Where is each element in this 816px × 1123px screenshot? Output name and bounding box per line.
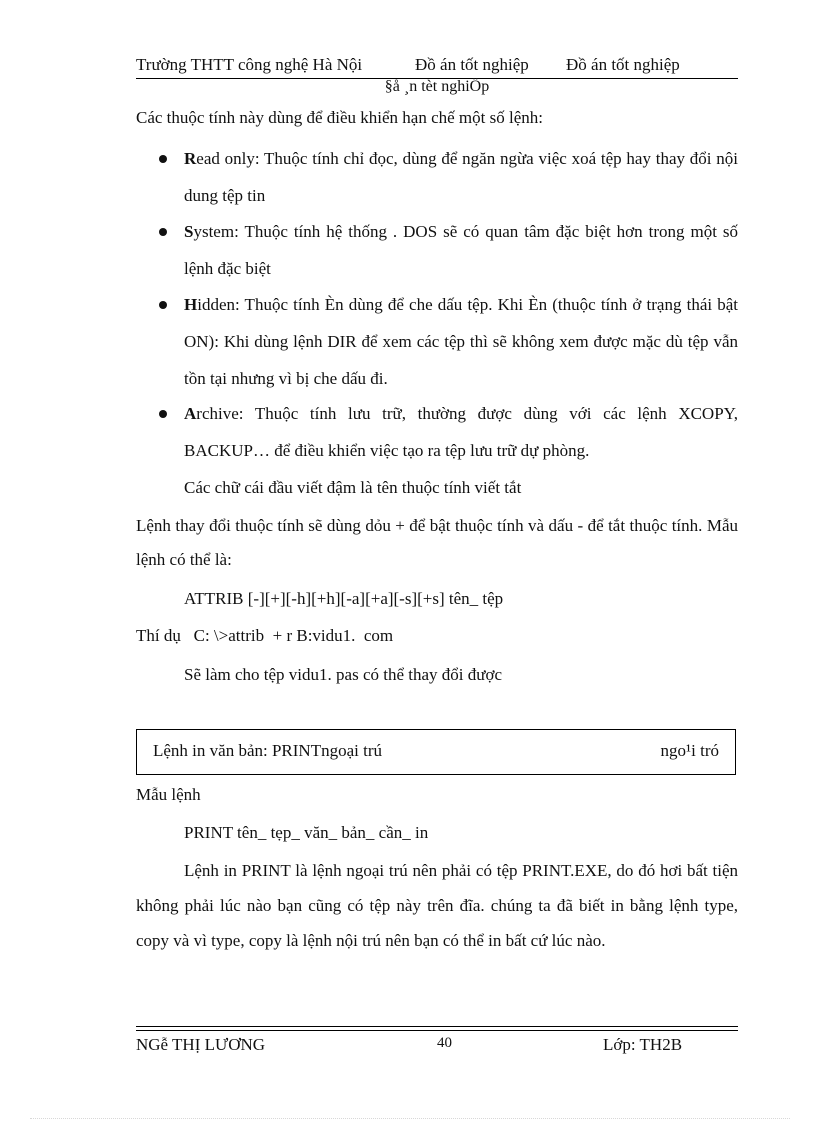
print-syntax: PRINT tên_ tẹp_ văn_ bản_ cần_ in: [184, 823, 429, 842]
attrib-syntax: ATTRIB [-][+][-h][+h][-a][+a][-s][+s] tên_ tệp: [184, 589, 504, 608]
footer-page-number: 40: [437, 1035, 452, 1051]
mau-lenh-label: Mẫu lệnh: [136, 785, 201, 804]
header-garbled-title: §å ¸n tèt nghiÖp: [384, 78, 490, 95]
bullet-initial: A: [184, 404, 197, 423]
bullet-system: [184, 213, 738, 287]
bullet-text: idden: Thuộc tính Èn dùng để che dấu tệp. Khi Èn (thuộc tính ở trạng thái bật ON): Khi dùng lệnh DIR để xem các tệp thì sẽ không xem được mặc dù tệp vẫn tồn tại nhưng vì bị che dấu đi.: [184, 295, 738, 388]
footer-rule-top: [136, 1026, 738, 1027]
bullet-read-only: [184, 140, 738, 214]
change-attribute-paragraph: Lệnh thay đổi thuộc tính sẽ dùng dỏu + để bật thuộc tính và dấu - để tắt thuộc tính. Mẫu lệnh có thể là:: [136, 516, 738, 569]
footer-class: Lớp: TH2B: [603, 1035, 683, 1054]
bullet-archive: [184, 395, 738, 469]
bullet-initial: S: [184, 222, 194, 241]
print-paragraph-text: Lệnh in PRINT là lệnh ngoại trú nên phải có tệp PRINT.EXE, do đó hơi bất tiện không phải lúc nào bạn cũng có tệp này trên đĩa. chúng ta đã biết in bằng lệnh type, copy và vì type, copy là lệnh nội trú nên bạn có thể in bất cứ lúc nào.: [136, 861, 738, 950]
print-heading-label: Lệnh in văn bản: PRINTngoại trú: [153, 741, 382, 760]
header-title-repeat: Đồ án tốt nghiệp: [566, 55, 680, 74]
bullet-hidden: [184, 286, 738, 397]
example-line: Thí dụ C: \>attrib + r B:vidu1. com: [136, 626, 394, 645]
bullet-text: ystem: Thuộc tính hệ thống . DOS sẽ có quan tâm đặc biệt hơn trong một số lệnh đặc biệt: [184, 222, 738, 278]
bold-initials-note: Các chữ cái đầu viết đậm là tên thuộc tính viết tắt: [184, 478, 522, 497]
page-edge-dotted-line: [30, 1118, 790, 1119]
print-heading-garbled: ngo¹i tró: [660, 741, 719, 760]
header-title: Đồ án tốt nghiệp: [415, 55, 529, 74]
bullet-icon: [159, 410, 167, 418]
example-result: Sẽ làm cho tệp vidu1. pas có thể thay đổi được: [184, 665, 502, 684]
bullet-icon: [159, 301, 167, 309]
bullet-text: ead only: Thuộc tính chỉ đọc, dùng để ngăn ngừa việc xoá tệp hay thay đổi nội dung tệp tin: [184, 149, 738, 205]
print-heading-box: [136, 729, 736, 775]
bullet-icon: [159, 228, 167, 236]
footer-author: NGễ THỊ LƯƠNG: [136, 1035, 266, 1054]
bullet-initial: H: [184, 295, 198, 314]
print-paragraph: [136, 853, 738, 958]
bullet-initial: R: [184, 149, 197, 168]
bullet-icon: [159, 155, 167, 163]
intro-paragraph: Các thuộc tính này dùng để điều khiển hạn chế một số lệnh:: [136, 108, 543, 127]
header-school: Trường THTT công nghệ Hà Nội: [136, 55, 363, 74]
footer-rule-bottom: [136, 1030, 738, 1031]
bullet-text: rchive: Thuộc tính lưu trữ, thường được dùng với các lệnh XCOPY, BACKUP… để điều khiển việc tạo ra tệp lưu trữ dự phòng.: [184, 404, 738, 460]
